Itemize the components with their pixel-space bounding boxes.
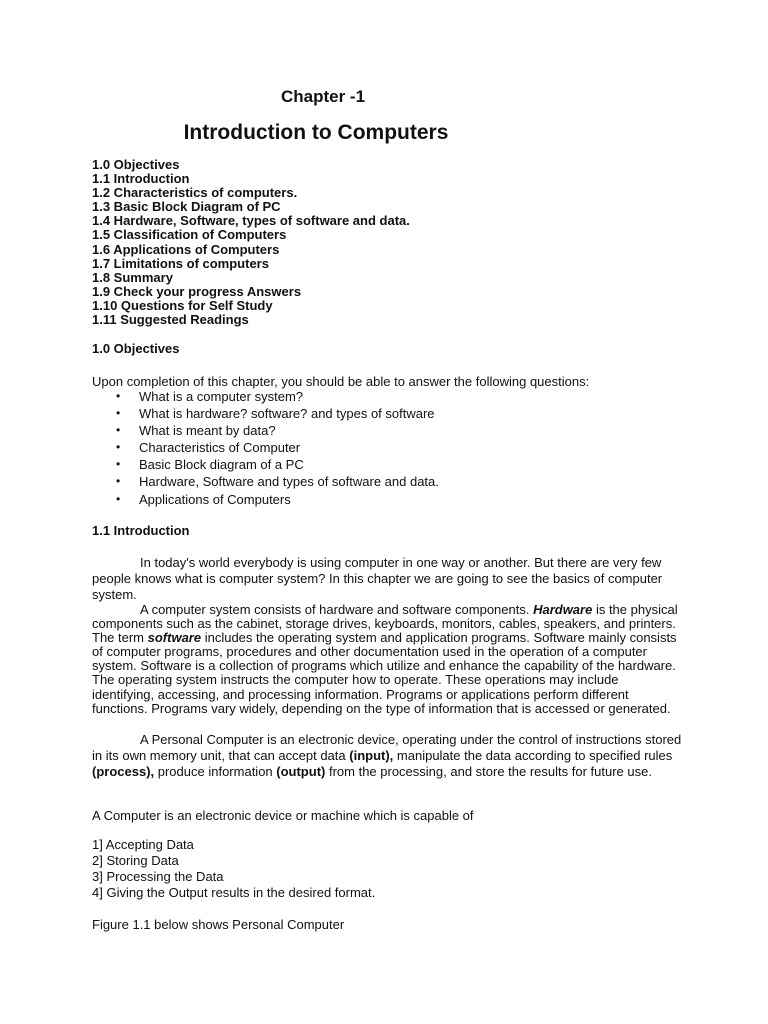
toc-item: 1.9 Check your progress Answers: [92, 283, 302, 299]
p3-text-b: manipulate the data according to specified rules: [393, 748, 673, 763]
toc-item: 1.7 Limitations of computers: [92, 255, 269, 271]
toc-item: 1.6 Applications of Computers: [92, 241, 280, 257]
p2-text-c: includes the operating system and application programs. Software mainly consists of computer programs, procedures and other documentation used in the operation of a computer system. Software is a collection of programs which utilize and enhance the capability of the hardware. The operating system instructs the computer how to operate. These operations may include identifying, accessing, and processing information. Programs or applications perform different functions. Programs vary widely, depending on the type of information that is accessed or generated.: [92, 630, 677, 716]
list-item: [92, 456, 439, 473]
bullet-icon: •: [116, 457, 121, 472]
output-term: (output): [276, 764, 326, 779]
process-term: (process),: [92, 764, 155, 779]
toc-item: 1.11 Suggested Readings: [92, 312, 249, 328]
p3-text-a: A Personal Computer is an electronic device, operating under the control of instructions stored in its own memory unit, that can accept data: [92, 732, 682, 763]
list-item: 2] Storing Data: [92, 853, 179, 868]
toc-item: 1.3 Basic Block Diagram of PC: [92, 199, 281, 215]
p3-text-c: produce information: [154, 764, 277, 779]
table-of-contents: [92, 158, 410, 327]
toc-item: 1.2 Characteristics of computers.: [92, 185, 298, 201]
bullet-icon: •: [116, 389, 121, 403]
intro-paragraph-3: [92, 732, 682, 780]
toc-item: 1.0 Objectives: [92, 157, 180, 172]
list-item: [92, 405, 439, 422]
introduction-heading: 1.1 Introduction: [92, 523, 190, 538]
intro-paragraph-2: [92, 603, 682, 716]
toc-item: 1.8 Summary: [92, 269, 173, 285]
list-item: [92, 439, 439, 456]
hardware-term: Hardware: [533, 602, 593, 617]
list-item: 4] Giving the Output results in the desired format.: [92, 885, 376, 900]
input-term: (input),: [349, 748, 394, 763]
toc-item: 1.5 Classification of Computers: [92, 227, 287, 243]
objectives-list: [92, 388, 439, 508]
computer-definition: A Computer is an electronic device or machine which is capable of: [92, 808, 474, 823]
bullet-icon: •: [116, 474, 121, 489]
intro-paragraph-1-text: In today's world everybody is using computer in one way or another. But there are very few people knows what is computer system? In this chapter we are going to see the basics of computer system.: [92, 555, 663, 602]
objective-text: What is meant by data?: [139, 423, 276, 439]
list-item: [92, 491, 439, 508]
software-term: software: [147, 630, 202, 646]
list-item: 1] Accepting Data: [92, 837, 194, 852]
objective-text: What is hardware? software? and types of software: [139, 406, 435, 422]
intro-paragraph-1: [92, 555, 682, 603]
objective-text: Characteristics of Computer: [139, 440, 301, 456]
p2-text-a: A computer system consists of hardware and software components.: [140, 602, 534, 617]
objective-text: Hardware, Software and types of software and data.: [139, 474, 439, 490]
p3-text-d: from the processing, and store the results for future use.: [325, 764, 652, 779]
objective-text: What is a computer system?: [139, 389, 303, 404]
objective-text: Applications of Computers: [139, 491, 291, 507]
bullet-icon: •: [116, 491, 121, 506]
bullet-icon: •: [116, 423, 121, 438]
capabilities-list: [92, 837, 375, 901]
list-item: [92, 422, 439, 439]
chapter-label: Chapter -1: [280, 87, 366, 106]
p2-text-b: is the physical components such as the cabinet, storage drives, keyboards, monitors, cables, speakers, and printers. The term: [92, 602, 678, 646]
toc-item: 1.1 Introduction: [92, 171, 190, 187]
objective-text: Basic Block diagram of a PC: [139, 457, 304, 473]
toc-item: 1.4 Hardware, Software, types of software and data.: [92, 213, 410, 229]
objectives-intro: Upon completion of this chapter, you should be able to answer the following questions:: [92, 374, 590, 389]
bullet-icon: •: [116, 440, 121, 455]
figure-note: Figure 1.1 below shows Personal Computer: [92, 917, 345, 932]
chapter-title: Introduction to Computers: [183, 121, 449, 144]
objectives-heading: 1.0 Objectives: [92, 341, 180, 356]
list-item: [92, 388, 439, 405]
bullet-icon: •: [116, 406, 121, 421]
list-item: 3] Processing the Data: [92, 869, 224, 884]
toc-item: 1.10 Questions for Self Study: [92, 297, 273, 313]
list-item: [92, 473, 439, 490]
